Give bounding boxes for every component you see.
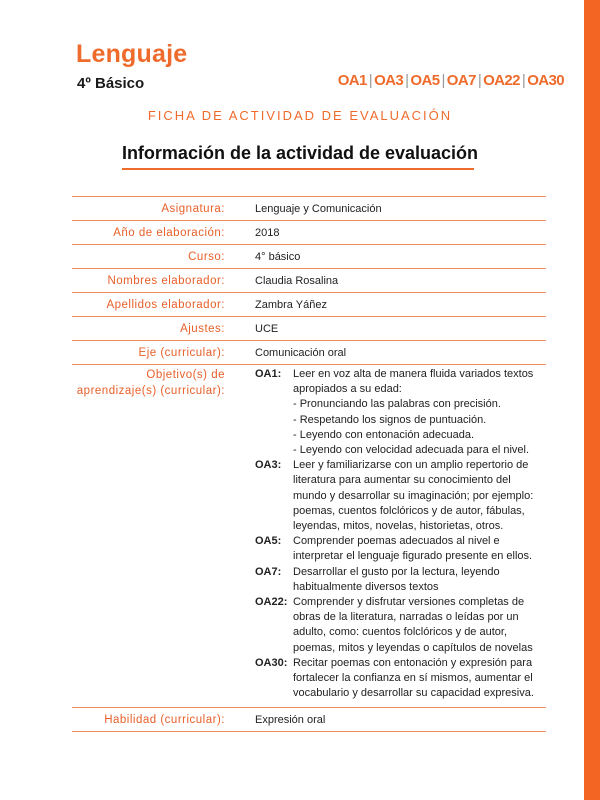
grade-level: 4º Básico	[77, 75, 145, 92]
oa-code: OA22	[483, 72, 520, 89]
objective-code: OA30:	[255, 656, 288, 669]
objective-code: OA7:	[255, 565, 282, 578]
objective-description: Recitar poemas con entonación y expresión para fortalecer la confianza en sí mismos, aumentar el vocabulario y desarrollar su capacidad expresiva.	[293, 656, 534, 700]
oa-code: OA7	[446, 72, 476, 89]
oa-codes	[338, 72, 564, 89]
oa-code: OA3	[374, 72, 404, 89]
objective-item	[255, 367, 546, 458]
row-label: Año de elaboración:	[113, 226, 225, 239]
row-value: Comunicación oral	[255, 346, 347, 359]
row-value: 4° básico	[255, 250, 301, 263]
table-row	[72, 317, 546, 341]
row-label: Curso:	[188, 250, 225, 263]
info-table	[72, 196, 546, 732]
objective-subitem: - Pronunciando las palabras con precisión.	[293, 398, 501, 411]
objectives-label: Objetivo(s) de aprendizaje(s) (curricular):	[76, 369, 225, 397]
oa-code: OA30	[527, 72, 564, 89]
separator: |	[521, 72, 526, 89]
row-label: Apellidos elaborador:	[106, 298, 225, 311]
table-row	[72, 341, 546, 365]
objective-code: OA3:	[255, 459, 282, 472]
objective-code: OA1:	[255, 368, 282, 380]
objective-text	[293, 367, 546, 458]
objective-item	[255, 534, 546, 564]
objective-description: Comprender y disfrutar versiones completas de obras de la literatura, narradas o leídas por un adulto, como: cuentos folclóricos y de autor, poemas, mitos y leyendas o capítulos de novelas	[293, 596, 533, 654]
row-label: Eje (curricular):	[138, 346, 225, 359]
row-value: 2018	[255, 226, 280, 239]
row-value: Zambra Yáñez	[255, 298, 327, 311]
objective-item	[255, 565, 546, 595]
objective-description: Desarrollar el gusto por la lectura, leyendo habitualmente diversos textos	[293, 565, 500, 593]
row-label: Habilidad (curricular):	[104, 713, 225, 726]
objectives-list	[235, 365, 546, 707]
row-value: Lenguaje y Comunicación	[255, 202, 382, 215]
table-row	[72, 221, 546, 245]
oa-code: OA5	[410, 72, 440, 89]
separator: |	[405, 72, 409, 89]
subject-title: Lenguaje	[76, 40, 188, 68]
separator: |	[477, 72, 482, 89]
objective-item	[255, 595, 546, 656]
objective-subitem: - Leyendo con velocidad adecuada para el nivel.	[293, 444, 530, 457]
objective-description: Comprender poemas adecuados al nivel e interpretar el lenguaje figurado presente en ellos.	[293, 535, 533, 563]
row-label: Nombres elaborador:	[107, 274, 225, 287]
objective-description: Leer y familiarizarse con un amplio repertorio de literatura para aumentar su conocimiento del mundo y desarrollar su imaginación; por ejemplo: poemas, cuentos folclóricos y de autor, fábulas, leyendas, mitos, novelas, historietas, otros.	[293, 459, 534, 533]
separator: |	[368, 72, 373, 89]
page-title: Información de la actividad de evaluación	[121, 143, 479, 163]
row-label: Asignatura:	[161, 202, 225, 215]
objective-subitem: - Respetando los signos de puntuación.	[293, 413, 487, 426]
objective-subitem: - Leyendo con entonación adecuada.	[293, 428, 475, 441]
row-value: Expresión oral	[255, 713, 326, 726]
objective-item	[255, 458, 546, 534]
row-label: Ajustes:	[180, 322, 225, 335]
title-underline	[122, 168, 474, 170]
objective-description: Leer en voz alta de manera fluida variados textos apropiados a su edad:	[293, 368, 534, 396]
objective-code: OA22:	[255, 596, 288, 609]
table-row	[72, 293, 546, 317]
table-row	[72, 245, 546, 269]
row-value: UCE	[255, 322, 279, 335]
objective-item	[255, 656, 546, 702]
table-row	[72, 708, 546, 732]
ficha-label: FICHA DE ACTIVIDAD DE EVALUACIÓN	[147, 108, 453, 123]
separator: |	[441, 72, 445, 89]
objective-code: OA5:	[255, 535, 282, 548]
row-value: Claudia Rosalina	[255, 274, 339, 287]
oa-code: OA1	[337, 72, 367, 89]
table-row	[72, 269, 546, 293]
objectives-row	[72, 365, 546, 708]
table-row	[72, 197, 546, 221]
